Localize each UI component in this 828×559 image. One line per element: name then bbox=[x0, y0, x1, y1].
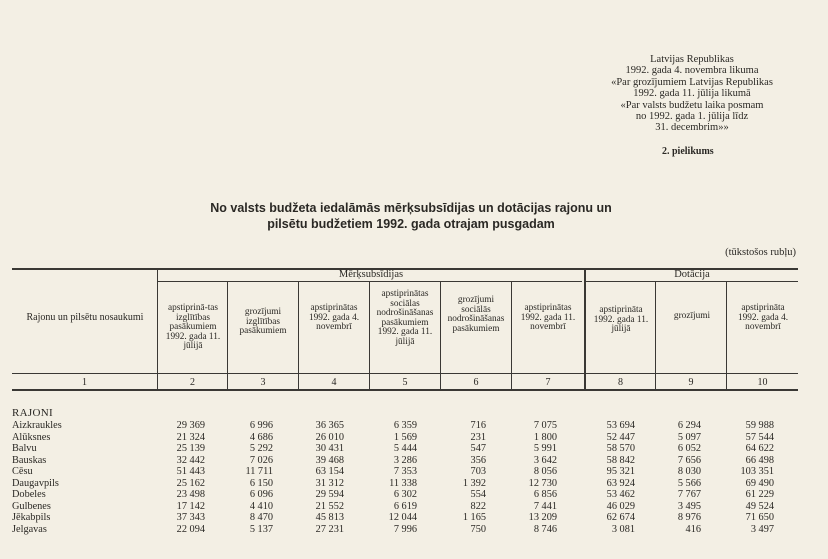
column-header: grozījumi sociālās nodrošināšanas pasākumiem bbox=[447, 295, 505, 334]
column-rule bbox=[369, 282, 370, 389]
group-header-merksubsidijas: Mērķsubsīdijas bbox=[338, 269, 404, 280]
column-rule bbox=[726, 282, 727, 389]
column-header: grozījumi izglītības pasākumiem bbox=[239, 307, 287, 337]
table-cell: 7 441 bbox=[533, 500, 557, 512]
table-cell: 7 026 bbox=[249, 454, 273, 466]
legal-reference-note bbox=[588, 54, 796, 134]
table-cell: 7 353 bbox=[393, 466, 417, 477]
note-line: 1992. gada 4. novembra likuma bbox=[625, 65, 759, 77]
table-cell: 5 444 bbox=[393, 443, 417, 454]
table-cell: 4 686 bbox=[249, 431, 273, 443]
table-row bbox=[12, 420, 798, 431]
column-header: apstiprināta 1992. gada 4. novembrī bbox=[737, 303, 789, 333]
note-line: «Par valsts budžetu laika posmam bbox=[620, 99, 764, 111]
table-cell: 3 286 bbox=[393, 454, 417, 466]
table-cell: 7 767 bbox=[677, 489, 701, 500]
table-cell: 17 142 bbox=[176, 500, 205, 512]
table-cell: 1 800 bbox=[533, 431, 557, 443]
table-cell: 8 056 bbox=[533, 466, 557, 477]
table-cell: 29 594 bbox=[315, 489, 344, 500]
note-line: «Par grozījumiem Latvijas Republikas bbox=[611, 76, 773, 88]
table-row bbox=[12, 512, 798, 523]
table-cell: 8 470 bbox=[249, 512, 273, 523]
unit-label: (tūkstošos rubļu) bbox=[725, 247, 796, 258]
district-name: Cēsu bbox=[12, 466, 33, 477]
table-cell: 59 988 bbox=[745, 420, 774, 431]
table-cell: 69 490 bbox=[745, 477, 774, 489]
table-cell: 7 075 bbox=[533, 420, 557, 431]
column-number: 8 bbox=[618, 377, 623, 388]
table-row bbox=[12, 501, 798, 512]
column-number: 6 bbox=[473, 377, 479, 388]
table-cell: 95 321 bbox=[606, 466, 635, 477]
table-cell: 26 010 bbox=[315, 431, 344, 443]
note-line: 31. decembrim»» bbox=[655, 122, 729, 134]
table-cell: 6 619 bbox=[393, 500, 417, 512]
table-cell: 49 524 bbox=[745, 500, 774, 512]
table-cell: 66 498 bbox=[745, 454, 774, 466]
table-cell: 25 139 bbox=[176, 443, 205, 454]
note-line: Latvijas Republikas bbox=[650, 54, 734, 65]
table-cell: 22 094 bbox=[176, 523, 205, 535]
table-row bbox=[12, 443, 798, 454]
column-number: 10 bbox=[757, 377, 768, 388]
column-header: grozījumi bbox=[673, 311, 711, 321]
table-cell: 21 552 bbox=[315, 500, 344, 512]
table-row bbox=[12, 466, 798, 477]
column-number-rule bbox=[12, 389, 798, 391]
column-number: 1 bbox=[82, 377, 87, 388]
district-name: Alūksnes bbox=[12, 431, 51, 443]
table-cell: 31 312 bbox=[315, 477, 344, 489]
table-cell: 5 292 bbox=[249, 443, 273, 454]
table-cell: 5 991 bbox=[533, 443, 557, 454]
table-cell: 27 231 bbox=[315, 523, 344, 535]
table-cell: 8 030 bbox=[677, 466, 701, 477]
district-name: Aizkraukles bbox=[12, 420, 62, 431]
table-cell: 51 443 bbox=[176, 466, 205, 477]
title-line: pilsētu budžetiem 1992. gada otrajam pusgadam bbox=[267, 217, 555, 231]
table-cell: 11 711 bbox=[245, 466, 273, 477]
column-number: 4 bbox=[331, 377, 337, 388]
table-cell: 46 029 bbox=[606, 500, 635, 512]
table-cell: 53 694 bbox=[606, 420, 635, 431]
table-row bbox=[12, 455, 798, 466]
table-cell: 39 468 bbox=[315, 454, 344, 466]
document-title bbox=[170, 200, 652, 232]
table-cell: 1 165 bbox=[462, 512, 486, 523]
table-cell: 8 746 bbox=[533, 523, 557, 535]
table-cell: 356 bbox=[470, 454, 486, 466]
column-header: apstiprinātas 1992. gada 4. novembrī bbox=[308, 303, 360, 333]
column-header: apstiprinā-tas izglītības pasākumiem 1992. gada 11. jūlijā bbox=[165, 303, 221, 352]
table-cell: 12 730 bbox=[528, 477, 557, 489]
column-rule bbox=[298, 282, 299, 389]
table-cell: 23 498 bbox=[176, 489, 205, 500]
table-cell: 6 302 bbox=[393, 489, 417, 500]
table-cell: 32 442 bbox=[176, 454, 205, 466]
column-rule bbox=[655, 282, 656, 389]
district-name: Jēkabpils bbox=[12, 512, 51, 523]
table-row bbox=[12, 489, 798, 500]
table-cell: 3 495 bbox=[677, 500, 701, 512]
table-cell: 58 570 bbox=[606, 443, 635, 454]
column-number: 7 bbox=[545, 377, 551, 388]
table-cell: 3 642 bbox=[533, 454, 557, 466]
table-cell: 3 497 bbox=[750, 523, 774, 535]
table-cell: 63 154 bbox=[315, 466, 344, 477]
table-cell: 1 569 bbox=[393, 431, 417, 443]
column-number: 3 bbox=[260, 377, 266, 388]
district-name: Dobeles bbox=[12, 489, 46, 500]
table-cell: 63 924 bbox=[606, 477, 635, 489]
table-cell: 1 392 bbox=[462, 477, 486, 489]
table-row bbox=[12, 478, 798, 489]
table-cell: 71 650 bbox=[745, 512, 774, 523]
table-cell: 3 081 bbox=[611, 523, 635, 535]
table-cell: 6 996 bbox=[249, 420, 273, 431]
column-number: 2 bbox=[190, 377, 195, 388]
group-rule bbox=[586, 281, 798, 282]
table-cell: 36 365 bbox=[315, 420, 344, 431]
column-header: apstiprinātas sociālas nodrošināšanas pasākumiem 1992. gada 11. jūlijā bbox=[376, 289, 434, 347]
table-cell: 750 bbox=[470, 523, 486, 535]
title-line: No valsts budžeta iedalāmās mērķsubsīdijas un dotācijas rajonu un bbox=[210, 201, 612, 215]
table-cell: 62 674 bbox=[606, 512, 635, 523]
table-cell: 53 462 bbox=[606, 489, 635, 500]
column-rule bbox=[227, 282, 228, 389]
table-cell: 103 351 bbox=[740, 466, 774, 477]
table-cell: 6 150 bbox=[249, 477, 273, 489]
table-cell: 45 813 bbox=[315, 512, 344, 523]
district-name: Daugavpils bbox=[12, 477, 59, 489]
group-rule bbox=[158, 281, 582, 282]
column-rule bbox=[157, 268, 158, 389]
table-cell: 21 324 bbox=[176, 431, 205, 443]
table-cell: 37 343 bbox=[176, 512, 205, 523]
table-cell: 703 bbox=[470, 466, 486, 477]
column-rule bbox=[584, 268, 586, 389]
table-cell: 29 369 bbox=[176, 420, 205, 431]
table-cell: 8 976 bbox=[677, 512, 701, 523]
table-cell: 716 bbox=[470, 420, 486, 431]
column-header: apstiprināta 1992. gada 11. jūlijā bbox=[593, 305, 649, 335]
budget-table bbox=[12, 268, 798, 559]
table-cell: 30 431 bbox=[315, 443, 344, 454]
column-header: apstiprinātas 1992. gada 11. novembrī bbox=[520, 303, 576, 333]
table-cell: 58 842 bbox=[606, 454, 635, 466]
table-cell: 6 052 bbox=[677, 443, 701, 454]
table-cell: 5 137 bbox=[249, 523, 273, 535]
table-cell: 822 bbox=[470, 500, 486, 512]
table-cell: 25 162 bbox=[176, 477, 205, 489]
table-cell: 416 bbox=[685, 523, 701, 535]
note-line: no 1992. gada 1. jūlija līdz bbox=[635, 111, 749, 123]
table-cell: 13 209 bbox=[528, 512, 557, 523]
header-bottom-rule bbox=[12, 373, 798, 374]
table-row bbox=[12, 524, 798, 535]
table-cell: 6 359 bbox=[393, 420, 417, 431]
table-cell: 11 338 bbox=[389, 477, 417, 489]
table-cell: 6 294 bbox=[677, 420, 701, 431]
first-column-header: Rajonu un pilsētu nosaukumi bbox=[26, 312, 144, 323]
table-row bbox=[12, 432, 798, 443]
table-cell: 554 bbox=[470, 489, 486, 500]
table-cell: 61 229 bbox=[745, 489, 774, 500]
table-cell: 7 996 bbox=[393, 523, 417, 535]
table-cell: 52 447 bbox=[606, 431, 635, 443]
column-number: 9 bbox=[688, 377, 694, 388]
table-cell: 231 bbox=[470, 431, 486, 443]
section-header-rajoni: RAJONI bbox=[12, 407, 53, 419]
district-name: Balvu bbox=[12, 443, 37, 454]
note-line: 1992. gada 11. jūlija likumā bbox=[633, 88, 751, 100]
column-rule bbox=[440, 282, 441, 389]
table-cell: 7 656 bbox=[677, 454, 701, 466]
table-cell: 64 622 bbox=[745, 443, 774, 454]
column-number: 5 bbox=[402, 377, 408, 388]
table-cell: 4 410 bbox=[249, 500, 273, 512]
annex-label: 2. pielikums bbox=[662, 146, 714, 157]
district-name: Bauskas bbox=[12, 454, 47, 466]
district-name: Jelgavas bbox=[12, 523, 47, 535]
table-cell: 547 bbox=[470, 443, 486, 454]
table-cell: 57 544 bbox=[745, 431, 774, 443]
group-header-dotacija: Dotācija bbox=[674, 269, 710, 280]
table-cell: 12 044 bbox=[388, 512, 417, 523]
column-rule bbox=[511, 282, 512, 389]
table-cell: 5 566 bbox=[677, 477, 701, 489]
table-cell: 5 097 bbox=[677, 431, 701, 443]
table-cell: 6 856 bbox=[533, 489, 557, 500]
table-cell: 6 096 bbox=[249, 489, 273, 500]
district-name: Gulbenes bbox=[12, 500, 51, 512]
